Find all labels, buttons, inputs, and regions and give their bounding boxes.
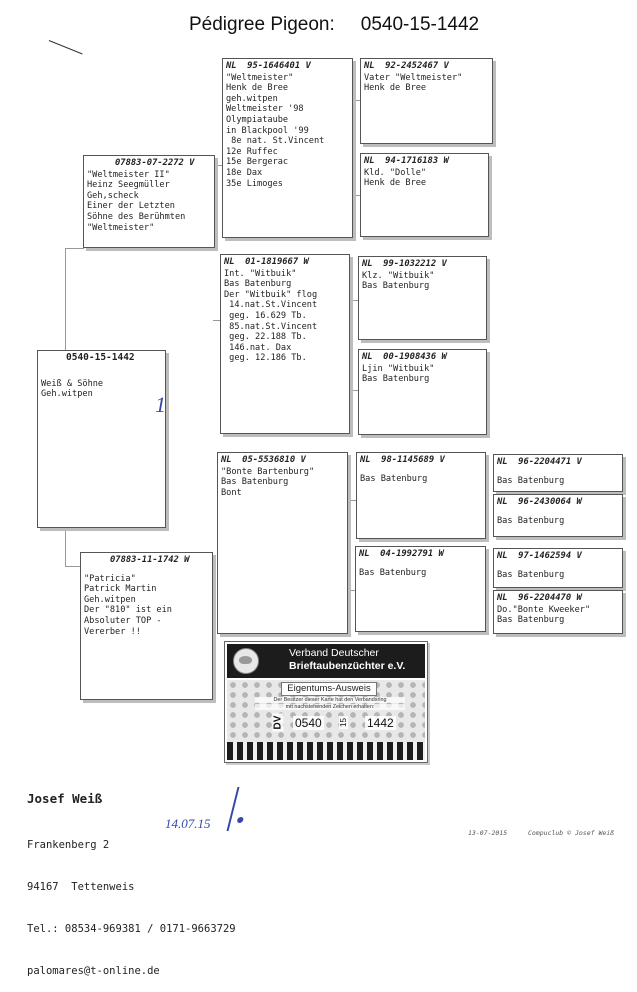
dam-line: Absoluter TOP - — [84, 615, 162, 626]
connector-line — [348, 500, 356, 501]
sire-sire-dam-ring: NL 94-1716183 W — [364, 156, 449, 166]
title-ring: 0540-15-1442 — [360, 14, 480, 35]
handwritten-mark: 1 — [155, 392, 166, 417]
dam-sire-dam-box — [355, 546, 486, 632]
sire-line: Geh,scheck — [87, 190, 139, 201]
sire-dam-line: Int. "Witbuik" — [224, 268, 297, 279]
signature-date: 14.07.15 — [165, 816, 211, 831]
sire-dam-line: Bas Batenburg — [224, 279, 292, 290]
card-ring-number-1: 0540 — [295, 716, 322, 730]
sire-sire-line: Henk de Bree — [226, 83, 289, 94]
dam-ring: 07883-11-1742 W — [110, 555, 190, 565]
dam-line: "Patricia" — [84, 573, 136, 584]
gen5-ring-3: NL 97-1462594 V — [497, 551, 582, 561]
sire-sire-sire-line: Henk de Bree — [364, 83, 427, 94]
connector-line — [65, 248, 66, 352]
sire-dam-line: 85.nat.St.Vincent — [224, 321, 318, 332]
gen5-line-4: Bas Batenburg — [497, 615, 565, 626]
card-org-line-1: Verband Deutscher — [289, 647, 379, 659]
gen5-box-4 — [493, 590, 623, 634]
pen-stroke — [49, 40, 83, 54]
sire-dam-line: geg. 12.186 Tb. — [224, 353, 307, 364]
ownership-card — [224, 641, 428, 763]
owner-name: Josef Weiß — [27, 791, 103, 806]
sire-line: Söhne des Berühmten — [87, 211, 186, 222]
dam-sire-dam-line: Bas Batenburg — [359, 567, 427, 578]
sire-dam-dam-line: Ljin "Witbuik" — [362, 363, 435, 374]
card-dv: DV — [272, 715, 284, 730]
gen5-ring-2: NL 96-2430064 W — [497, 497, 582, 507]
sire-sire-dam-line: Kld. "Dolle" — [364, 167, 427, 178]
sire-dam-line: geg. 16.629 Tb. — [224, 310, 307, 321]
sire-sire-line: 8e nat. St.Vincent — [226, 136, 325, 147]
sire-sire-line: 18e Dax — [226, 167, 263, 178]
sire-sire-box — [222, 58, 353, 238]
pigeon-line: Weiß & Söhne — [41, 378, 104, 389]
sire-sire-line: Weltmeister '98 — [226, 104, 304, 115]
dam-line: Patrick Martin — [84, 584, 157, 595]
pigeon-box — [37, 350, 166, 528]
gen5-line-4: Do."Bonte Kweeker" — [497, 604, 591, 615]
dam-line: Vererber !! — [84, 626, 141, 637]
sire-line: "Weltmeister II" — [87, 169, 170, 180]
dam-line: Der "810" ist ein — [84, 605, 172, 616]
footer-credit: Compuclub © Josef Weiß — [528, 829, 615, 837]
dam-sire-box — [217, 452, 348, 634]
sire-sire-dam-box — [360, 153, 489, 237]
sire-dam-dam-box — [358, 349, 487, 435]
sire-sire-line: 12e Ruffec — [226, 146, 278, 157]
page-title — [189, 14, 479, 36]
sire-dam-sire-line: Bas Batenburg — [362, 281, 430, 292]
sire-ring: 07883-07-2272 V — [115, 158, 195, 168]
connector-line — [65, 248, 84, 249]
dam-sire-sire-box — [356, 452, 486, 539]
connector-line — [65, 526, 66, 566]
sire-box — [83, 155, 215, 248]
card-header-band — [227, 644, 425, 678]
connector-line — [353, 195, 360, 196]
sire-sire-ring: NL 95-1646401 V — [226, 61, 311, 71]
sire-sire-sire-ring: NL 92-2452467 V — [364, 61, 449, 71]
sire-sire-line: "Weltmeister" — [226, 72, 294, 83]
dam-line: Geh.witpen — [84, 594, 136, 605]
sire-sire-line: in Blackpool '99 — [226, 125, 309, 136]
owner-block — [27, 764, 236, 992]
sire-dam-dam-ring: NL 00-1908436 W — [362, 352, 447, 362]
pigeon-logo-icon — [233, 648, 259, 674]
card-title: Eigentums-Ausweis — [281, 682, 377, 696]
gen5-line-3: Bas Batenburg — [497, 569, 565, 580]
sire-dam-sire-line: Klz. "Witbuik" — [362, 270, 435, 281]
sire-dam-sire-ring: NL 99-1032212 V — [362, 259, 447, 269]
sire-dam-ring: NL 01-1819667 W — [224, 257, 309, 267]
gen5-ring-1: NL 96-2204471 V — [497, 457, 582, 467]
gen5-box-1 — [493, 454, 623, 492]
footer-date: 13-07-2015 — [468, 829, 508, 837]
sire-sire-line: 15e Bergerac — [226, 157, 289, 168]
dam-sire-sire-ring: NL 98-1145689 V — [360, 455, 445, 465]
sire-sire-line: 35e Limoges — [226, 178, 283, 189]
card-org-line-2: Brieftaubenzüchter e.V. — [289, 660, 406, 672]
sire-dam-box — [220, 254, 350, 434]
sire-dam-sire-box — [358, 256, 487, 340]
gen5-box-2 — [493, 494, 623, 537]
sire-sire-dam-line: Henk de Bree — [364, 178, 427, 189]
sire-sire-sire-line: Vater "Weltmeister" — [364, 72, 463, 83]
card-ring-year: 15 — [338, 718, 348, 727]
owner-tel: Tel.: 08534-969381 / 0171-9663729 — [27, 923, 236, 935]
connector-line — [350, 390, 358, 391]
gen5-box-3 — [493, 548, 623, 588]
title-label: Pédigree Pigeon: — [189, 14, 335, 35]
dam-sire-line: Bas Batenburg — [221, 477, 289, 488]
gen5-line-2: Bas Batenburg — [497, 515, 565, 526]
dam-sire-sire-line: Bas Batenburg — [360, 473, 428, 484]
owner-street: Frankenberg 2 — [27, 839, 110, 851]
card-border-strip — [227, 742, 425, 760]
card-note-1: Der Besitzer dieser Karte hat den Verbandsring — [255, 697, 405, 703]
sire-dam-line: geg. 22.188 Tb. — [224, 332, 307, 343]
dam-sire-line: "Bonte Bartenburg" — [221, 466, 315, 477]
sire-sire-line: geh.witpen — [226, 93, 278, 104]
sire-dam-line: Der "Witbuik" flog — [224, 289, 318, 300]
sire-dam-line: 14.nat.St.Vincent — [224, 300, 318, 311]
connector-line — [65, 566, 81, 567]
sire-dam-line: 146.nat. Dax — [224, 342, 292, 353]
connector-line — [350, 300, 358, 301]
pigeon-line: Geh.witpen — [41, 389, 93, 400]
sire-dam-dam-line: Bas Batenburg — [362, 374, 430, 385]
card-ring-number-2: 1442 — [367, 716, 394, 730]
card-note-2: mit nachstehenden Zeichen erhalten: — [255, 704, 405, 710]
gen5-line-1: Bas Batenburg — [497, 475, 565, 486]
owner-email: palomares@t-online.de — [27, 965, 160, 977]
sire-sire-line: Olympiataube — [226, 114, 289, 125]
sire-line: "Weltmeister" — [87, 222, 155, 233]
dam-sire-dam-ring: NL 04-1992791 W — [359, 549, 444, 559]
dam-sire-ring: NL 05-5536810 V — [221, 455, 306, 465]
connector-line — [353, 100, 360, 101]
gen5-ring-4: NL 96-2204470 W — [497, 593, 582, 603]
sire-sire-sire-box — [360, 58, 493, 144]
sire-line: Einer der Letzten — [87, 201, 175, 212]
dam-sire-line: Bont — [221, 487, 242, 498]
owner-city: 94167 Tettenweis — [27, 881, 135, 893]
pigeon-ring: 0540-15-1442 — [66, 352, 135, 363]
sire-line: Heinz Seegmüller — [87, 180, 170, 191]
dam-box — [80, 552, 213, 700]
